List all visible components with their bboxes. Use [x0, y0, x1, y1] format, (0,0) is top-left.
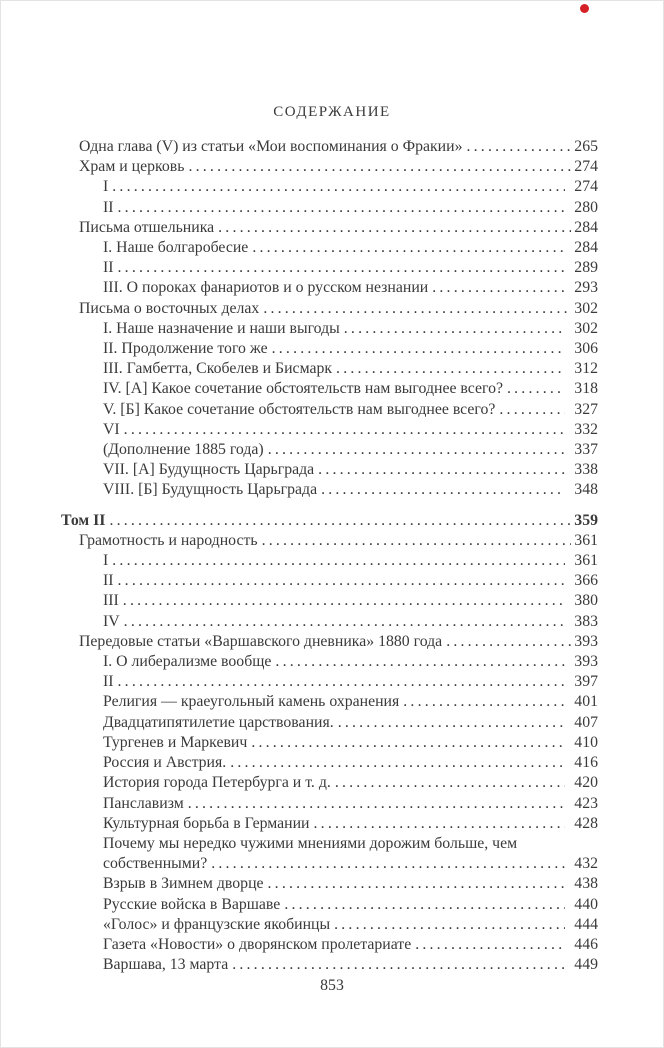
toc-entry-page: 397: [574, 673, 598, 691]
toc-entry-label: Письма о восточных делах: [79, 299, 260, 317]
toc-entry-line: [103, 753, 598, 773]
toc-entry-page: 312: [574, 360, 598, 378]
toc-entry-label: Передовые статьи «Варшавского дневника» 1880 года: [79, 632, 443, 650]
dot-leader: [260, 531, 571, 551]
toc-entry-page: 361: [574, 531, 598, 549]
toc-entry: [61, 359, 598, 379]
dot-leader: [336, 713, 565, 733]
dot-leader: [122, 612, 565, 632]
toc-entry-label: I. О либерализме вообще: [103, 653, 272, 671]
toc-entry-page: 302: [574, 299, 598, 317]
dot-leader: [282, 895, 565, 915]
toc-entry-label: Варшава, 13 марта: [103, 956, 229, 974]
toc-entry: [61, 440, 598, 460]
dot-leader: [316, 460, 565, 480]
toc-entry-label: Тургенев и Маркевич: [103, 733, 248, 751]
toc-entry-page: 359: [574, 511, 598, 529]
dot-leader: [444, 632, 571, 652]
toc-entry-line: [103, 440, 598, 460]
toc-entry-label: II. Продолжение того же: [103, 340, 268, 358]
toc-entry-page: 423: [574, 794, 598, 812]
toc-entry-line: [79, 218, 598, 238]
dot-leader: [107, 511, 571, 531]
toc-entry: [61, 278, 598, 298]
toc-entry-page: 274: [574, 178, 598, 196]
toc-entry-label: I. Наше болгаробесие: [103, 239, 249, 257]
toc-entry-line: [103, 874, 598, 894]
toc-entry-page: 366: [574, 572, 598, 590]
toc-entry-label: Храм и церковь: [79, 158, 185, 176]
toc-entry: [61, 238, 598, 258]
toc-entry: [61, 632, 598, 652]
toc-entry: [61, 420, 598, 440]
dot-leader: [401, 692, 565, 712]
toc-entry-line: [103, 198, 598, 218]
dot-leader: [312, 814, 565, 834]
toc-entry-label: IV: [103, 612, 120, 630]
dot-leader: [273, 652, 565, 672]
toc-entry: [61, 379, 598, 399]
toc-entry-page: 420: [574, 774, 598, 792]
toc-entry-page: 440: [574, 895, 598, 913]
toc-entry-line: [103, 652, 598, 672]
toc-entry-line: [103, 713, 598, 733]
dot-leader: [505, 379, 565, 399]
dot-leader: [186, 157, 571, 177]
toc-entry: [61, 794, 598, 814]
dot-leader: [228, 753, 565, 773]
toc-entry-line: [103, 339, 598, 359]
toc-entry-label: Россия и Австрия.: [103, 754, 227, 772]
toc-entry-line: [79, 299, 598, 319]
dot-leader: [122, 420, 565, 440]
toc-entry: [61, 299, 598, 319]
folio-page-number: 853: [320, 977, 344, 994]
toc-entry-label: Взрыв в Зимнем дворце: [103, 875, 264, 893]
dot-leader: [497, 400, 565, 420]
toc-entry-label: I. Наше назначение и наши выгоды: [103, 319, 340, 337]
toc-entry-page: 401: [574, 693, 598, 711]
toc-entry-line: [79, 137, 598, 157]
toc-entry-line: [103, 177, 598, 197]
dot-leader: [110, 551, 565, 571]
toc-entry-line: [103, 591, 598, 611]
toc-entry: [61, 591, 598, 611]
dot-leader: [342, 319, 565, 339]
toc-entry: [61, 198, 598, 218]
toc-entry-label: I: [103, 552, 109, 570]
toc-entry: [61, 733, 598, 753]
toc-entry: [61, 814, 598, 834]
toc-entry: [61, 400, 598, 420]
toc-entry-page: 380: [574, 592, 598, 610]
toc-entry-page: 265: [574, 138, 598, 155]
toc-entry-page: 280: [574, 198, 598, 216]
toc-entry-label: II: [103, 198, 114, 216]
toc-entry-page: 361: [574, 552, 598, 570]
toc-entry-page: 383: [574, 612, 598, 630]
toc-entry-label: Русские войска в Варшаве: [103, 895, 281, 913]
toc-entry-line: [103, 733, 598, 753]
toc-entry-label: Том II: [61, 511, 106, 529]
toc-entry: [61, 460, 598, 480]
toc-entry-line: [61, 511, 598, 531]
toc-entry-line: [103, 895, 598, 915]
toc-entry: [61, 157, 598, 177]
toc-entry: [61, 551, 598, 571]
toc-entry-label: История города Петербурга и т. д.: [103, 774, 331, 792]
toc-entry-line: [103, 672, 598, 692]
toc-entry-page: 444: [574, 915, 598, 933]
dot-leader: [465, 137, 572, 157]
toc-entry-page: 337: [574, 441, 598, 459]
toc-entry-page: 410: [574, 733, 598, 751]
toc-entry-line: [103, 935, 598, 955]
toc-entry-page: 348: [574, 481, 598, 499]
toc-entry: [61, 672, 598, 692]
toc-entry: [61, 339, 598, 359]
toc-entry-page: 438: [574, 875, 598, 893]
dot-leader: [121, 591, 565, 611]
toc-entry-line: [103, 773, 598, 793]
toc-entry-label: I: [103, 178, 109, 196]
toc-entry: [61, 692, 598, 712]
toc-entry-line: [103, 460, 598, 480]
dot-leader: [430, 278, 565, 298]
toc-entry-label: II: [103, 259, 114, 277]
toc-entry-line: [103, 238, 598, 258]
toc-entry-label-line1: Почему мы нередко чужими мнениями дорожим больше, чем: [103, 834, 518, 852]
dot-leader: [333, 773, 565, 793]
toc-entry-page: 302: [574, 319, 598, 337]
toc-entry: [61, 895, 598, 915]
toc-entry-page: 407: [574, 713, 598, 731]
toc-entry-line: [79, 531, 598, 551]
toc-entry-page: 293: [574, 279, 598, 297]
toc-entry-label: Газета «Новости» о дворянском пролетариате: [103, 935, 412, 953]
dot-leader: [116, 571, 565, 591]
toc-entry-label: «Голос» и французские якобинцы: [103, 915, 331, 933]
toc-entry: [61, 218, 598, 238]
toc-entry: [61, 753, 598, 773]
toc-entry-label: собственными?: [103, 855, 208, 873]
toc-entry-line: [103, 854, 598, 874]
contents-title: СОДЕРЖАНИЕ: [273, 104, 391, 120]
toc-entry-page: 327: [574, 400, 598, 418]
toc-entry: [61, 915, 598, 935]
toc-entry-label: Двадцатипятилетие царствования.: [103, 713, 334, 731]
dot-leader: [261, 299, 571, 319]
dot-leader: [216, 218, 571, 238]
toc-entry-label: III. О пороках фанариотов и о русском незнании: [103, 279, 429, 297]
toc-entry-line: [103, 915, 598, 935]
dot-leader: [230, 955, 565, 975]
toc-entry-page: 428: [574, 814, 598, 832]
toc-entry-line: [103, 794, 598, 814]
red-dot-marker: [580, 4, 589, 13]
toc-entry-page: 284: [574, 239, 598, 257]
toc-entry: [61, 511, 598, 531]
toc-entry-label: II: [103, 572, 114, 590]
dot-leader: [116, 198, 565, 218]
dot-leader: [266, 874, 565, 894]
toc-entry: [61, 531, 598, 551]
toc-entry-line: [103, 692, 598, 712]
toc-entry: [61, 319, 598, 339]
toc-entry-label: II: [103, 673, 114, 691]
toc-entry-page: 449: [574, 956, 598, 974]
toc-entry: [61, 258, 598, 278]
toc-entry-label: V. [Б] Какое сочетание обстоятельств нам выгоднее всего?: [103, 400, 496, 418]
dot-leader: [116, 258, 565, 278]
dot-leader: [270, 339, 565, 359]
dot-leader: [319, 480, 565, 500]
toc-entry-page: 306: [574, 340, 598, 358]
dot-leader: [250, 238, 565, 258]
toc-entry-page: 393: [574, 632, 598, 650]
toc-entry: [61, 177, 598, 197]
toc-entry-line: [103, 319, 598, 339]
toc-entry-label: Грамотность и народность: [79, 531, 258, 549]
toc-entry-label: Одна глава (V) из статьи «Мои воспоминания о Фракии»: [79, 138, 463, 155]
dot-leader: [249, 733, 565, 753]
dot-leader: [266, 440, 565, 460]
toc-entry-label: Панславизм: [103, 794, 184, 812]
toc-entry-line: [79, 632, 598, 652]
toc-entry-line: [103, 480, 598, 500]
toc-entry-page: 432: [574, 855, 598, 873]
toc-entry-line: [103, 400, 598, 420]
dot-leader: [334, 359, 565, 379]
toc-entry-line: [103, 551, 598, 571]
toc-entry-label: Религия — краеугольный камень охранения: [103, 693, 400, 711]
dot-leader: [332, 915, 565, 935]
toc-entry: [61, 480, 598, 500]
toc-entry-label: III. Гамбетта, Скобелев и Бисмарк: [103, 360, 333, 378]
toc-entry-line: [103, 359, 598, 379]
dot-leader: [116, 672, 565, 692]
toc-entry-label: (Дополнение 1885 года): [103, 441, 264, 459]
toc-entry-line: [103, 571, 598, 591]
dot-leader: [413, 935, 565, 955]
toc-entry-label: VI: [103, 420, 120, 438]
toc-entry-label: Письма отшельника: [79, 218, 215, 236]
toc-list: [61, 137, 598, 975]
toc-entry-line: [103, 420, 598, 440]
toc-entry-page: 318: [574, 380, 598, 398]
toc-entry-page: 289: [574, 259, 598, 277]
toc-entry-line: [79, 157, 598, 177]
toc-entry: [61, 935, 598, 955]
toc-entry-line: [103, 258, 598, 278]
toc-entry: [61, 874, 598, 894]
toc-entry-page: 446: [574, 935, 598, 953]
toc-entry-page: 416: [574, 754, 598, 772]
toc-entry: [61, 834, 598, 874]
toc-entry-page: 332: [574, 420, 598, 438]
toc-entry-page: 284: [574, 218, 598, 236]
toc-entry-label: VIII. [Б] Будущность Царьграда: [103, 481, 318, 499]
toc-entry: [61, 773, 598, 793]
dot-leader: [110, 177, 565, 197]
toc-entry: [61, 652, 598, 672]
toc-entry: [61, 137, 598, 157]
toc-entry-label: IV. [А] Какое сочетание обстоятельств нам выгоднее всего?: [103, 380, 503, 398]
toc-entry: [61, 955, 598, 975]
toc-entry: [61, 571, 598, 591]
toc-entry-line: [103, 814, 598, 834]
toc-entry-line: [103, 612, 598, 632]
toc-entry-line: [103, 955, 598, 975]
toc-entry-page: 338: [574, 461, 598, 479]
toc-entry-label: III: [103, 592, 119, 610]
toc-entry-label: Культурная борьба в Германии: [103, 814, 310, 832]
toc-entry-label: VII. [А] Будущность Царьграда: [103, 461, 315, 479]
toc-entry: [61, 612, 598, 632]
toc-entry-page: 393: [574, 653, 598, 671]
dot-leader: [186, 794, 565, 814]
toc-entry: [61, 713, 598, 733]
toc-entry-line: [103, 278, 598, 298]
toc-entry-line: [103, 379, 598, 399]
dot-leader: [209, 854, 565, 874]
toc-entry-page: 274: [574, 158, 598, 176]
